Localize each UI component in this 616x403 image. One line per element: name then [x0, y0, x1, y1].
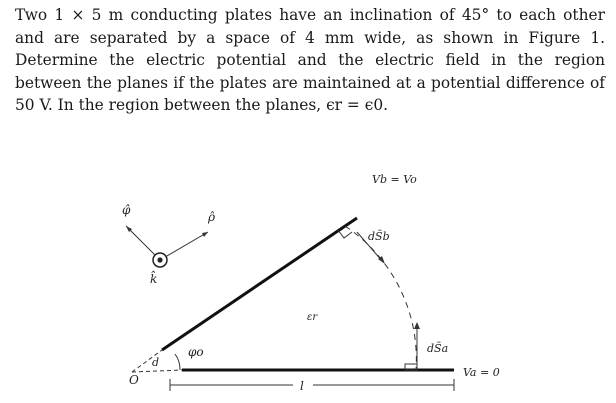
epsilon-r-label: εr [307, 312, 318, 323]
origin-extension-a [132, 370, 182, 372]
rho-hat-label: ρ̂ [208, 210, 216, 224]
d-label: d [152, 356, 160, 369]
k-hat-dot-icon [157, 257, 162, 262]
rho-hat-arrowhead [202, 232, 208, 237]
origin-label: O [129, 373, 139, 387]
plate-b [162, 218, 357, 350]
rho-hat-arrow [160, 232, 208, 260]
phi0-angle-arc [175, 354, 180, 370]
vb-label: Vb = Vo [372, 173, 417, 186]
phi-hat-label: φ̂ [122, 203, 131, 217]
dsb-label: dS̄b [368, 230, 390, 243]
dsa-label: dS̄a [427, 342, 449, 355]
dsa-arrowhead [414, 322, 420, 329]
k-hat-label: k̂ [150, 272, 158, 286]
field-arc [345, 226, 416, 370]
length-label: l [300, 379, 304, 393]
phi0-label: φo [188, 345, 204, 359]
problem-text: Two 1 × 5 m conducting plates have an inclination of 45° to each other and are separated by a space of 4 mm wide, as shown in Figure 1. Determine the electric potential and the electric field in the region between the planes if the plates are maintained at a potential difference of 50 V. In the region between the planes, ϵr = ϵ0. [15, 6, 605, 115]
va-label: Va = 0 [463, 366, 500, 379]
